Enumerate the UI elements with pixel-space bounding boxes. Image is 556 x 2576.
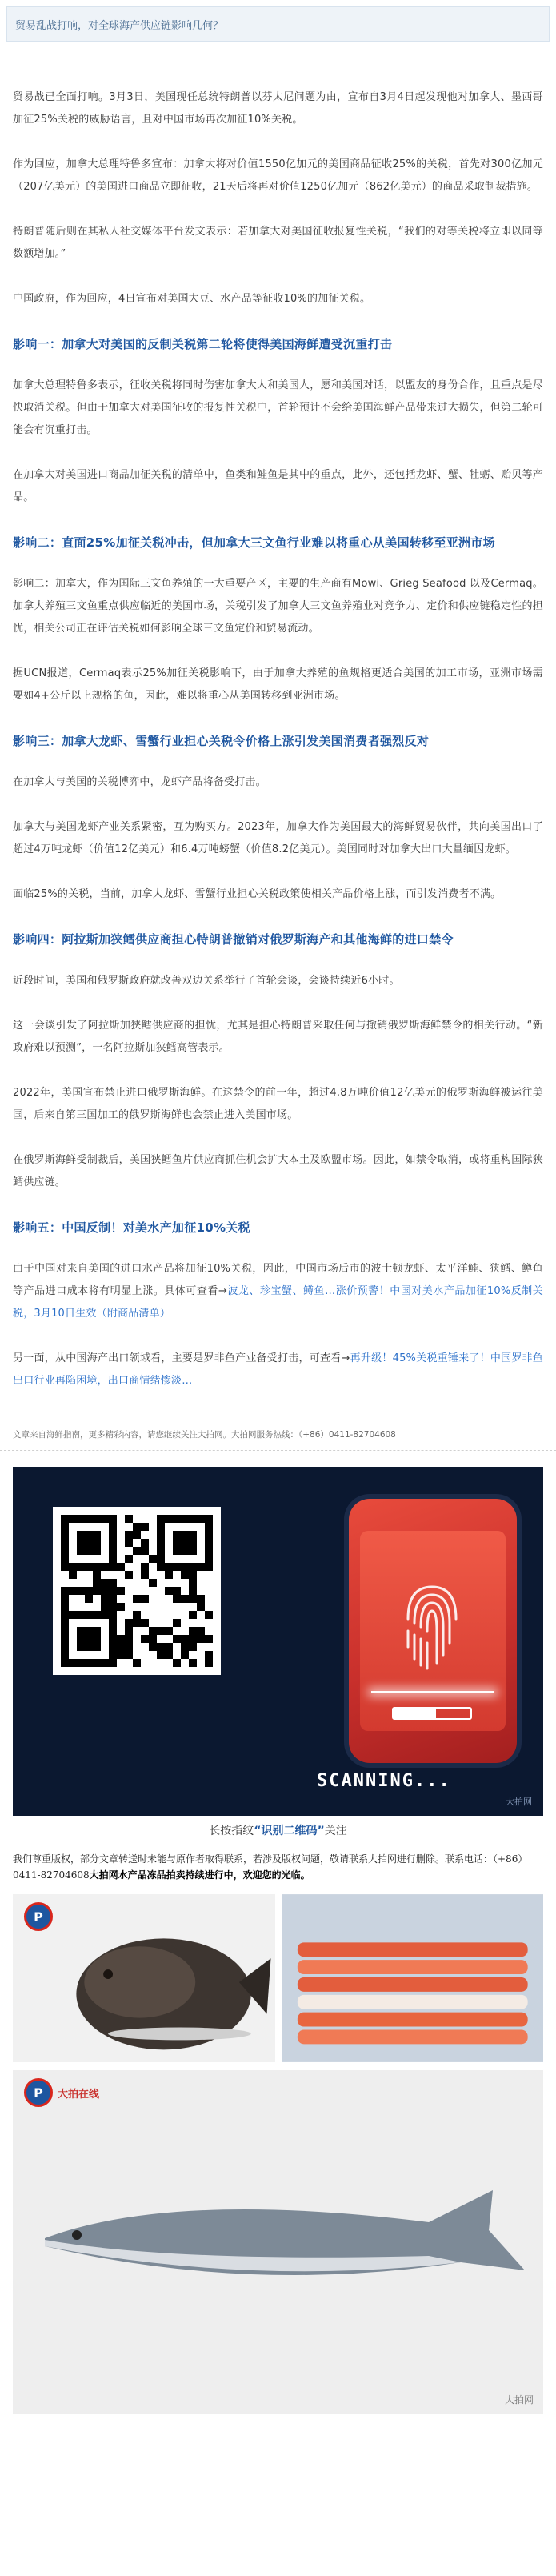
article-title: 贸易乱战打响，对全球海产供应链影响几何？: [15, 19, 224, 32]
section-heading-1: 影响一：加拿大对美国的反制关税第二轮将使得美国海鲜遭受沉重打击: [13, 337, 393, 351]
paragraph: 据UCN报道，Cermaq表示25%加征关税影响下，由于加拿大养殖的鱼规格更适合美国的加工市场，亚洲市场需要如4+公斤以上规格的鱼，因此，难以将重心从美国转移到亚洲市场。: [13, 667, 543, 702]
related-article-link-tariff[interactable]: 波龙、珍宝蟹、鳟鱼…涨价预警！中国对美水产品加征10%反制关税，3月10日生效（附商品清单）: [13, 1285, 543, 1320]
qr-caption-suffix: 关注: [324, 1825, 347, 1837]
logo-mark: P: [24, 1902, 53, 1931]
paragraph: 加拿大与美国龙虾产业关系紧密，互为购买方。2023年，加拿大作为美国最大的海鲜贸易伙伴，共向美国出口了超过4万吨龙虾（价值12亿美元）和6.4万吨螃蟹（价值8.2亿美元）。美国同时对加拿大出口大量缅因龙虾。: [13, 821, 543, 855]
paragraph: 影响二：加拿大，作为国际三文鱼养殖的一大重要产区，主要的生产商有Mowi、Grieg Seafood 以及Cermaq。加拿大养殖三文鱼重点供应临近的美国市场，关税引发了加拿大三文鱼养殖业对竞争力、定价和供应链稳定性的担忧，相关公司正在评估关税如何影响全球三文鱼定价和贸易流动。: [13, 578, 543, 635]
scan-progress: [392, 1707, 472, 1720]
paragraph: 面临25%的关税，当前，加拿大龙虾、雪蟹行业担心关税政策使相关产品价格上涨，而引发消费者不满。: [13, 888, 502, 900]
article-body: [0, 42, 556, 1392]
qr-code[interactable]: [53, 1507, 221, 1675]
paragraph: 这一会谈引发了阿拉斯加狭鳕供应商的担忧，尤其是担心特朗普采取任何与撤销俄罗斯海鲜禁令的相关行动。“新政府难以预测”，一名阿拉斯加狭鳕高管表示。: [13, 1020, 543, 1054]
product-photo-crab[interactable]: [282, 1894, 544, 2062]
paragraph: 在俄罗斯海鲜受制裁后，美国狭鳕鱼片供应商抓住机会扩大本土及欧盟市场。因此，如禁令取消，或将重构国际狭鳕供应链。: [13, 1154, 543, 1188]
qr-promo-banner: [13, 1467, 543, 1816]
paragraph: 加拿大总理特鲁多表示，征收关税将同时伤害加拿大人和美国人，愿和美国对话，以盟友的身份合作，且重点是尽快取消关税。但由于加拿大对美国征收的报复性关税中，首轮预计不会给美国海鲜产品带来过大损失，但第二轮可能会有沉重打击。: [13, 379, 543, 436]
paragraph: 2022年，美国宣布禁止进口俄罗斯海鲜。在这禁令的前一年，超过4.8万吨价值12亿美元的俄罗斯海鲜被运往美国，后来自第三国加工的俄罗斯海鲜也会禁止进入美国市场。: [13, 1087, 543, 1121]
article-title-bar: [6, 6, 550, 42]
phone-screen: [360, 1531, 506, 1731]
qr-caption: [13, 1816, 543, 1845]
product-photo-fish[interactable]: [13, 1894, 275, 2062]
paragraph-with-link: [13, 1348, 543, 1392]
scanning-label: SCANNING...: [317, 1771, 451, 1791]
copyright-highlight: 大拍网水产品冻品拍卖持续进行中，欢迎您的光临。: [89, 1869, 310, 1881]
source-note: 文章来自海鲜指南，更多精彩内容，请您继续关注大拍网。大拍网服务热线：（+86）0411-82704608: [0, 1428, 556, 1451]
paragraph-text: 另一面，从中国海产出口领域看，主要是罗非鱼产业备受打击，可查看→: [13, 1352, 350, 1364]
brand-watermark: 大拍网: [506, 1797, 532, 1807]
paragraph: 在加拿大与美国的关税博弈中，龙虾产品将备受打击。: [13, 776, 266, 788]
qr-caption-prefix: 长按指纹: [209, 1825, 254, 1837]
section-heading-4: 影响四：阿拉斯加狭鳕供应商担心特朗普撤销对俄罗斯海产和其他海鲜的进口禁令: [13, 932, 454, 947]
fingerprint-icon: [392, 1571, 472, 1675]
section-heading-3: 影响三：加拿大龙虾、雪蟹行业担心关税令价格上涨引发美国消费者强烈反对: [13, 734, 430, 748]
photo-watermark: 大拍网: [504, 2394, 534, 2406]
paragraph: 中国政府，作为回应，4日宣布对美国大豆、水产品等征收10%的加征关税。: [13, 293, 371, 305]
paragraph: 近段时间，美国和俄罗斯政府就改善双边关系举行了首轮会谈，会谈持续近6小时。: [13, 975, 400, 987]
qr-code-pattern: [61, 1515, 213, 1667]
phone-illustration: [349, 1499, 517, 1763]
fish-illustration: [13, 1894, 275, 2062]
paragraph: 在加拿大对美国进口商品加征关税的清单中，鱼类和鲑鱼是其中的重点，此外，还包括龙虾、蟹、牡蛎、贻贝等产品。: [13, 469, 543, 503]
product-photo-saury[interactable]: [13, 2070, 543, 2414]
logo-text: 大拍在线: [58, 2088, 100, 2101]
paragraph-text: 由于中国对来自美国的进口水产品将加征10%关税，因此，中国市场后市的波士顿龙虾、太平洋鲑、狭鳕、鳟鱼等产品进口成本将有明显上涨。具体可查看→: [13, 1263, 543, 1297]
qr-caption-highlight: “识别二维码”: [254, 1825, 325, 1837]
copyright-notice: [0, 1845, 556, 1883]
crab-legs-illustration: [282, 1894, 544, 2062]
scan-line: [371, 1691, 494, 1693]
paragraph: 特朗普随后则在其私人社交媒体平台发文表示：若加拿大对美国征收报复性关税，“我们的对等关税将立即以同等数额增加。”: [13, 226, 543, 260]
section-heading-2: 影响二：直面25%加征关税冲击，但加拿大三文鱼行业难以将重心从美国转移至亚洲市场: [13, 535, 495, 550]
saury-fish-illustration: [13, 2070, 543, 2414]
paragraph: 作为回应，加拿大总理特鲁多宣布：加拿大将对价值1550亿加元的美国商品征收25%的关税，首先对300亿加元（207亿美元）的美国进口商品立即征收，21天后将再对价值1250亿加元（862亿美元）的商品采取制裁措施。: [13, 158, 543, 193]
related-article-link-tilapia[interactable]: 再升级！45%关税重锤来了！中国罗非鱼出口行业再陷困境，出口商情绪惨淡…: [13, 1352, 543, 1387]
section-heading-5: 影响五：中国反制！对美水产加征10%关税: [13, 1220, 250, 1235]
paragraph: 贸易战已全面打响。3月3日，美国现任总统特朗普以芬太尼问题为由，宣布自3月4日起发现他对加拿大、墨西哥加征25%关税的威胁语言，且对中国市场再次加征10%关税。: [13, 91, 543, 126]
copyright-text: 我们尊重版权，部分文章转送时未能与原作者取得联系，若涉及版权问题，敬请联系大拍网进行删除。联系电话：（+86）0411-82704608: [13, 1853, 528, 1881]
logo-mark: P: [24, 2078, 53, 2107]
paragraph-with-link: [13, 1258, 543, 1325]
product-photo-row: [13, 1894, 543, 2062]
